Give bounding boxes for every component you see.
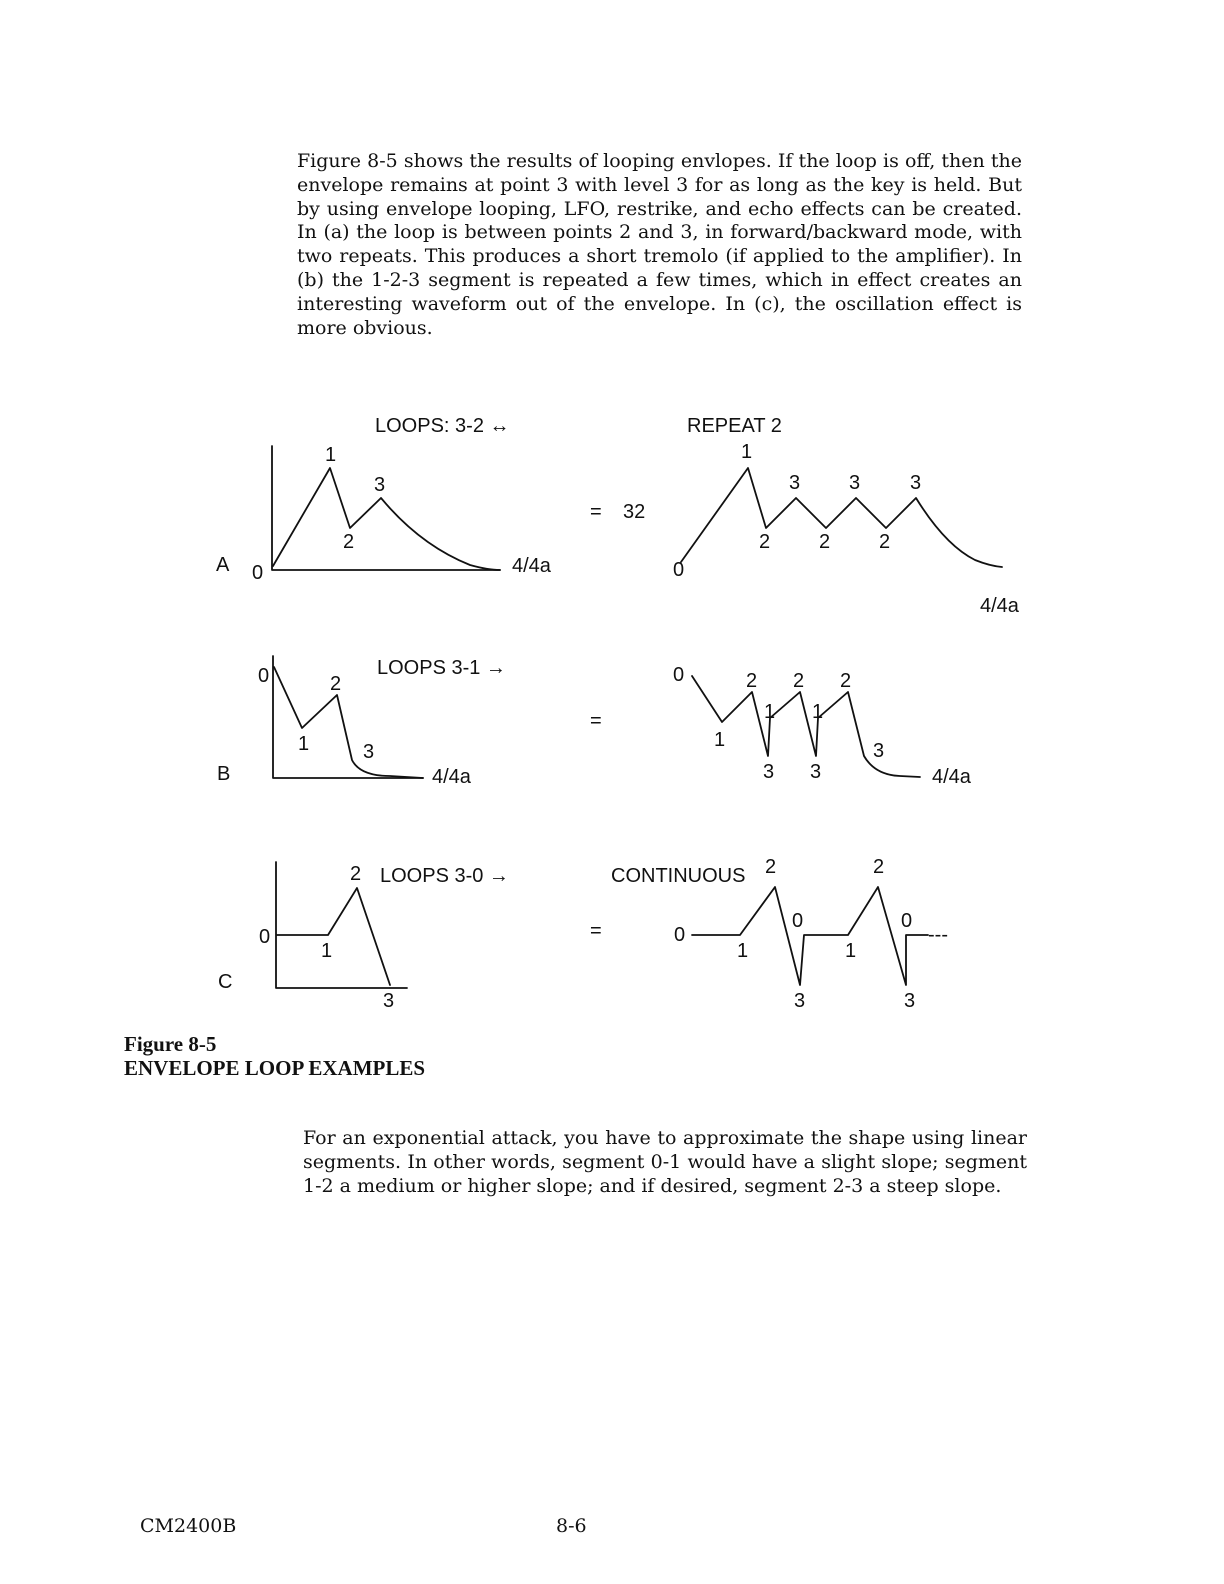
figure-caption-title: ENVELOPE LOOP EXAMPLES xyxy=(124,1056,426,1080)
row-c-envelope xyxy=(277,888,390,985)
row-c-equals-sign: = xyxy=(590,920,602,942)
row-a-point-1: 1 xyxy=(325,444,337,466)
row-c-point-3: 3 xyxy=(383,990,395,1012)
row-a-result-point-2c: 2 xyxy=(879,531,891,553)
row-b-result-point-2c: 2 xyxy=(840,670,852,692)
row-a-result-time-label: 4/4a xyxy=(980,595,1019,617)
row-b-point-3: 3 xyxy=(363,741,375,763)
row-b-result-point-2a: 2 xyxy=(746,670,758,692)
row-c-continuous-label: CONTINUOUS xyxy=(611,865,746,887)
row-a-time-label: 4/4a xyxy=(512,555,551,577)
footer-page-number: 8-6 xyxy=(556,1515,587,1537)
row-a-result-envelope xyxy=(681,468,1002,567)
row-c-loop-label: LOOPS 3-0 → xyxy=(380,865,509,887)
row-b-result-envelope xyxy=(692,676,920,777)
row-a-point-3: 3 xyxy=(374,474,386,496)
row-a-result-point-2a: 2 xyxy=(759,531,771,553)
figure-caption-number: Figure 8-5 xyxy=(124,1032,217,1056)
row-a-equals-sign: = xyxy=(590,501,602,523)
row-a-equals-value: 32 xyxy=(623,501,646,523)
row-a-result-point-3a: 3 xyxy=(789,472,801,494)
row-c-continuation: --- xyxy=(928,924,948,946)
row-c-result-point-1b: 1 xyxy=(845,940,857,962)
intro-paragraph: Figure 8-5 shows the results of looping envlopes. If the loop is off, then the envelope remains at point 3 with level 3 for as long as the key is held. But by using envelope looping, LFO, restrike, and echo effects can be created. In (a) the loop is between points 2 and 3, in forward/backward mode, with two repeats. This produces a short tremolo (if applied to the amplifier). In (b) the 1-2-3 segment is repeated a few times, which in effect creates an interesting waveform out of the envelope. In (c), the oscillation effect is more obvious. xyxy=(297,150,1022,339)
row-c-result-point-1a: 1 xyxy=(737,940,749,962)
row-a-result-point-3c: 3 xyxy=(910,472,922,494)
row-a-envelope xyxy=(273,468,500,570)
figure-caption xyxy=(124,1032,425,1080)
row-c-point-2: 2 xyxy=(350,863,362,885)
row-c-result-point-3a: 3 xyxy=(794,990,806,1012)
row-c-result-envelope xyxy=(692,887,928,985)
row-a-repeat-label: REPEAT 2 xyxy=(687,415,782,437)
row-b-label: B xyxy=(217,763,231,785)
row-a-result-point-2b: 2 xyxy=(819,531,831,553)
row-c-result-point-3b: 3 xyxy=(904,990,916,1012)
row-b-result-point-3a: 3 xyxy=(763,761,775,783)
row-c-result-point-0: 0 xyxy=(674,924,686,946)
row-a-loop-label: LOOPS: 3-2 ↔ xyxy=(375,415,510,437)
row-a-result-point-3b: 3 xyxy=(849,472,861,494)
row-b-result-point-0: 0 xyxy=(673,664,685,686)
footer-doc-code: CM2400B xyxy=(140,1515,237,1537)
row-a-point-2: 2 xyxy=(343,531,355,553)
row-a-result-point-1: 1 xyxy=(741,441,753,463)
row-b-point-1: 1 xyxy=(298,733,310,755)
row-b-result-point-1a: 1 xyxy=(714,729,726,751)
row-b-envelope xyxy=(274,667,423,778)
row-c-result-point-2a: 2 xyxy=(765,856,777,878)
row-c-result-point-0b: 0 xyxy=(792,910,804,932)
row-b-point-0: 0 xyxy=(258,665,270,687)
row-a-label: A xyxy=(216,554,230,576)
row-c-result-point-0c: 0 xyxy=(901,910,913,932)
row-b-loop-label: LOOPS 3-1 → xyxy=(377,657,506,679)
row-c-label: C xyxy=(218,971,233,993)
row-b-result-time-label: 4/4a xyxy=(932,766,971,788)
row-b-time-label: 4/4a xyxy=(432,766,471,788)
row-b-result-point-3c: 3 xyxy=(873,740,885,762)
row-b-equals-sign: = xyxy=(590,710,602,732)
row-b-result-point-1c: 1 xyxy=(812,701,824,723)
row-b-result-point-3b: 3 xyxy=(810,761,822,783)
row-b-result-point-2b: 2 xyxy=(793,670,805,692)
row-b-result-point-1b: 1 xyxy=(764,701,776,723)
row-a-point-0: 0 xyxy=(252,562,264,584)
row-b-point-2: 2 xyxy=(330,673,342,695)
row-a-result-point-0: 0 xyxy=(673,559,685,581)
row-c-result-point-2b: 2 xyxy=(873,856,885,878)
row-c-point-0: 0 xyxy=(259,926,271,948)
outro-paragraph: For an exponential attack, you have to approximate the shape using linear segments. In other words, segment 0-1 would have a slight slope; segment 1-2 a medium or higher slope; and if desired, segment 2-3 a steep slope. xyxy=(303,1127,1027,1197)
row-c-point-1: 1 xyxy=(321,940,333,962)
